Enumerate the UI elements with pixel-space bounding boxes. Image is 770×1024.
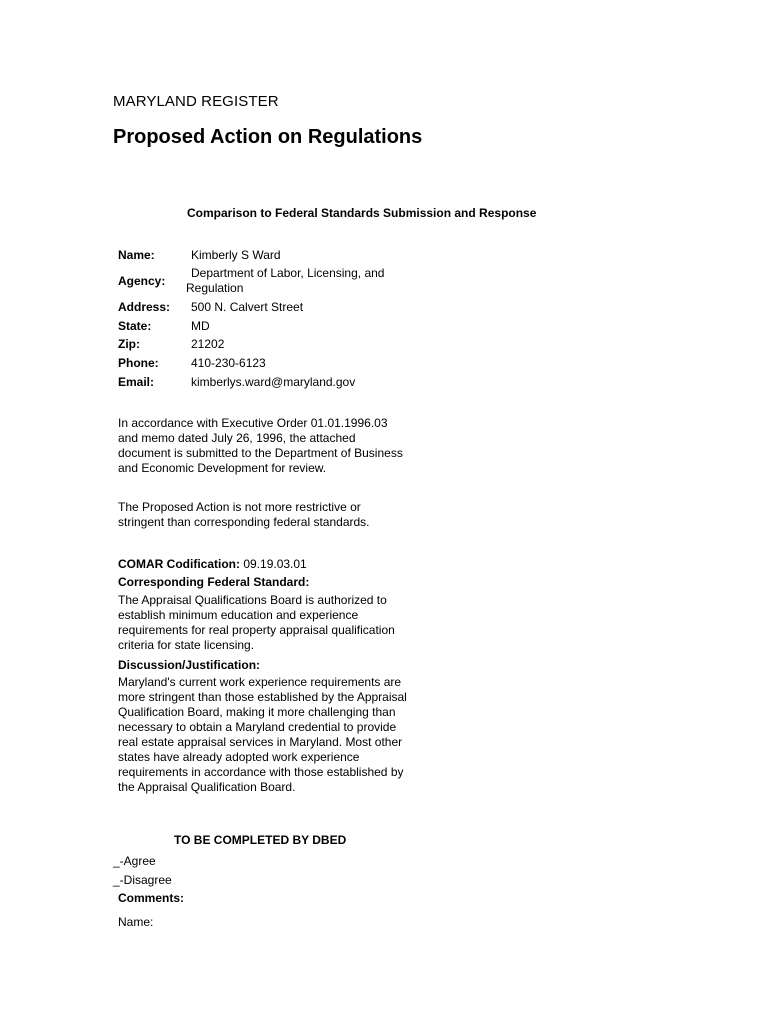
dbed-heading: TO BE COMPLETED BY DBED	[174, 833, 347, 847]
restrictive-paragraph: The Proposed Action is not more restrictive or stringent than corresponding federal standards.	[118, 500, 370, 529]
dbed-name-label: Name:	[118, 915, 154, 929]
discussion-text: Maryland's current work experience requirements are more stringent than those established by the Appraisal Qualification Board, making it more challenging than necessary to obtain a Maryland credential to provide real estate appraisal services in Maryland. Most other states have already adopted work experience requirements in accordance with those established by the Appraisal Qualification Board.	[118, 675, 407, 794]
address-value: 500 N. Calvert Street	[191, 300, 304, 314]
disagree-option: _-Disagree	[113, 873, 172, 887]
agency-value	[186, 266, 416, 296]
state-value: MD	[191, 319, 210, 333]
email-label: Email:	[118, 375, 155, 389]
agency-value-line2: Regulation	[186, 281, 244, 295]
zip-value: 21202	[191, 337, 225, 351]
agree-option: _-Agree	[113, 854, 156, 868]
form-subtitle: Comparison to Federal Standards Submission and Response	[187, 206, 537, 220]
register-heading: MARYLAND REGISTER	[113, 93, 279, 110]
comar-value: 09.19.03.01	[240, 557, 307, 571]
zip-label: Zip:	[118, 337, 140, 351]
federal-standard-label: Corresponding Federal Standard:	[118, 575, 310, 589]
state-label: State:	[118, 319, 152, 333]
address-label: Address:	[118, 300, 171, 314]
comar-label: COMAR Codification:	[118, 557, 240, 571]
federal-standard-text: The Appraisal Qualifications Board is authorized to establish minimum education and experience requirements for real property appraisal qualification criteria for state licensing.	[118, 593, 395, 652]
intro-paragraph: In accordance with Executive Order 01.01.1996.03 and memo dated July 26, 1996, the attached document is submitted to the Department of Business and Economic Development for review.	[118, 416, 403, 475]
name-value: Kimberly S Ward	[191, 248, 281, 262]
agency-label: Agency:	[118, 274, 166, 288]
comments-label: Comments:	[118, 891, 185, 905]
phone-label: Phone:	[118, 356, 159, 370]
name-label: Name:	[118, 248, 155, 262]
comar-line	[118, 557, 307, 571]
phone-value: 410-230-6123	[191, 356, 266, 370]
agency-value-line1: Department of Labor, Licensing, and	[191, 266, 385, 280]
email-value: kimberlys.ward@maryland.gov	[191, 375, 356, 389]
discussion-label: Discussion/Justification:	[118, 658, 261, 672]
page-title: Proposed Action on Regulations	[113, 126, 423, 148]
